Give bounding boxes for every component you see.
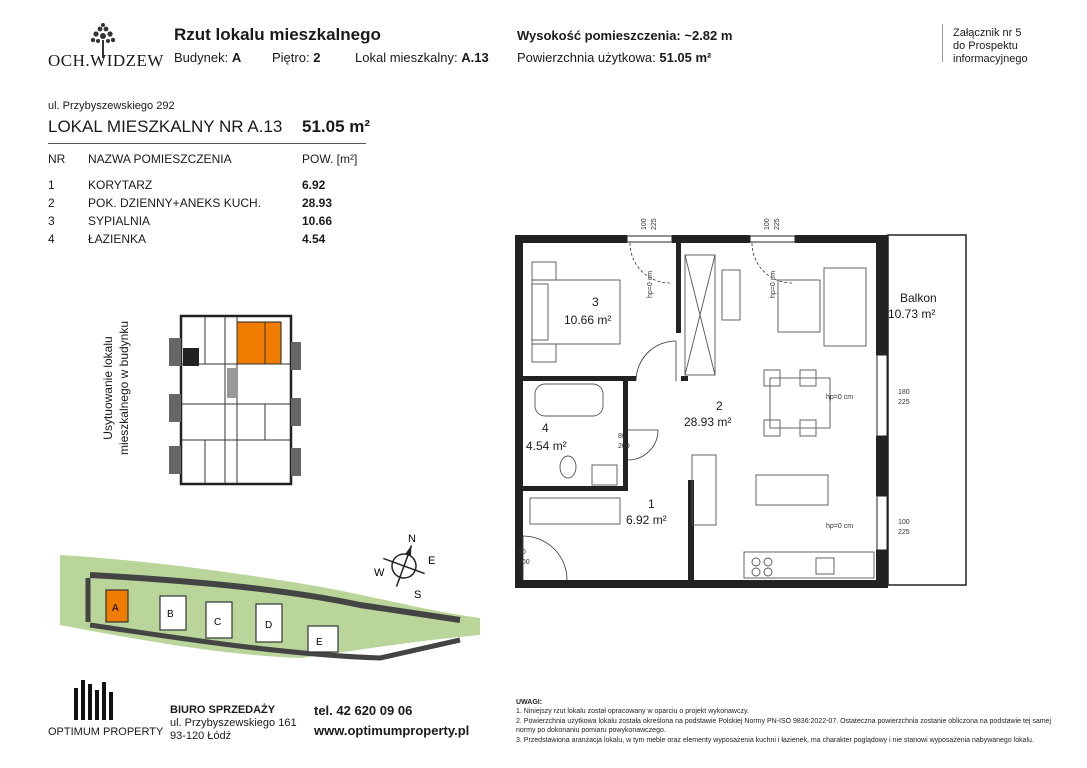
dim-win3-bot: 225 — [898, 529, 910, 536]
apartment-floor-plan — [480, 200, 980, 600]
location-caption-line-1: Usytuowanie lokalu — [101, 336, 115, 440]
dim-int-top: 80 — [618, 433, 626, 440]
dim-w1-top: 100 — [641, 218, 648, 230]
dim-entry-bot: 200 — [518, 559, 530, 566]
unit-heading-area: 51.05 m² — [302, 117, 371, 136]
hp-label-w1: hp=0 cm — [647, 270, 654, 298]
dim-w2-bot: 225 — [774, 218, 781, 230]
dim-int-bot: 200 — [618, 443, 630, 450]
dim-entry-top: 90 — [518, 549, 526, 556]
col-nr: NR — [48, 152, 66, 166]
floor-info — [272, 50, 320, 65]
row-nr: 1 — [48, 178, 55, 192]
balcony-area: 10.73 m² — [888, 307, 936, 321]
brand-name: OCH.WIDZEW — [48, 51, 164, 70]
dim-win3-top: 100 — [898, 519, 910, 526]
optimum-logo-icon — [66, 680, 126, 720]
hp-label-w2: hp=0 cm — [770, 270, 777, 298]
usable-area-value: 51.05 m² — [659, 50, 712, 65]
row-name: POK. DZIENNY+ANEKS KUCH. — [88, 196, 262, 210]
row-area: 4.54 — [302, 232, 326, 246]
annex-note — [953, 27, 1028, 66]
room-3-area: 10.66 m² — [564, 313, 612, 327]
unit-heading-name: LOKAL MIESZKALNY NR A.13 — [48, 117, 283, 136]
usable-area-info — [517, 50, 711, 65]
unit-label: Lokal mieszkalny: — [355, 50, 458, 65]
dim-w2-top: 100 — [764, 218, 771, 230]
compass-e: E — [428, 555, 436, 567]
phone-link[interactable]: tel. 42 620 09 06 — [314, 703, 413, 718]
sales-office — [170, 704, 297, 743]
row-nr: 4 — [48, 232, 55, 246]
dim-door-top: 180 — [898, 389, 910, 396]
dim-w1-bot: 225 — [651, 218, 658, 230]
note-item: 2. Powierzchnia użytkowa lokalu została określona na podstawie Polskiej Normy PN-ISO 9836:2022-07. Ostateczna powierzchnia zostanie obliczona na podstawie tej samej — [516, 717, 1052, 725]
compass-w: W — [374, 567, 385, 579]
notes-title: UWAGI: — [516, 699, 543, 706]
usable-area-label: Powierzchnia użytkowa: — [517, 50, 656, 65]
annex-divider — [942, 24, 943, 62]
note-item: 1. Niniejszy rzut lokalu został opracowany w oparciu o projekt wykonawczy. — [516, 708, 749, 716]
unit-info — [355, 50, 489, 65]
row-name: ŁAZIENKA — [88, 232, 147, 246]
site-building-c: C — [214, 617, 222, 628]
sales-office-title: BIURO SPRZEDAŻY — [170, 704, 276, 716]
dim-door-bot: 225 — [898, 399, 910, 406]
sales-office-city: 93-120 Łódź — [170, 730, 232, 742]
site-building-e: E — [316, 637, 323, 648]
note-item: normy po dokonaniu pomiaru powykonawczego. — [516, 727, 666, 735]
table-header-divider — [48, 143, 366, 144]
building-value: A — [231, 50, 242, 65]
page-title: Rzut lokalu mieszkalnego — [174, 25, 381, 44]
col-area: POW. [m²] — [302, 152, 358, 166]
room-3-nr: 3 — [592, 295, 599, 309]
note-item: 3. Przedstawiona aranżacja lokalu, w tym meble oraz elementy wyposażenia kuchni i łazienek, ma charakter poglądowy i nie stanowi wyposażenia nabywanego lokalu. — [516, 736, 1034, 744]
unit-heading — [48, 117, 282, 137]
row-area: 10.66 — [302, 214, 333, 228]
annex-line-1: Załącznik nr 5 — [953, 27, 1022, 39]
floor-value: 2 — [313, 50, 321, 65]
room-height: Wysokość pomieszczenia: ~2.82 m — [517, 28, 733, 43]
room-4-area: 4.54 m² — [526, 439, 567, 453]
notes — [516, 698, 1056, 745]
location-caption-line-2: mieszkalnego w budynku — [117, 320, 131, 456]
room-2-nr: 2 — [716, 399, 723, 413]
company-name: OPTIMUM PROPERTY — [48, 726, 164, 738]
website-link[interactable]: www.optimumproperty.pl — [314, 723, 470, 738]
room-1-area: 6.92 m² — [626, 513, 667, 527]
col-name: NAZWA POMIESZCZENIA — [88, 152, 232, 166]
site-building-b: B — [167, 609, 174, 620]
row-name: KORYTARZ — [88, 178, 153, 192]
row-nr: 2 — [48, 196, 55, 210]
site-building-d: D — [265, 620, 273, 631]
row-area: 6.92 — [302, 178, 326, 192]
row-area: 28.93 — [302, 196, 333, 210]
building-info — [174, 50, 241, 65]
floor-label: Piętro: — [272, 50, 310, 65]
building-floor-plan — [165, 308, 305, 493]
site-building-a: A — [112, 603, 119, 614]
row-name: SYPIALNIA — [88, 214, 151, 228]
location-caption — [100, 288, 140, 488]
balcony-name: Balkon — [900, 291, 937, 305]
hp-label-window: hp=0 cm — [826, 523, 854, 530]
compass-n: N — [408, 533, 416, 545]
compass-s: S — [414, 589, 422, 601]
unit-value: A.13 — [461, 50, 489, 65]
room-1-nr: 1 — [648, 497, 655, 511]
annex-line-3: informacyjnego — [953, 53, 1028, 65]
row-nr: 3 — [48, 214, 55, 228]
room-4-nr: 4 — [542, 421, 549, 435]
address: ul. Przybyszewskiego 292 — [48, 100, 175, 112]
annex-line-2: do Prospektu — [953, 40, 1018, 52]
site-plan — [60, 550, 480, 680]
sales-office-street: ul. Przybyszewskiego 161 — [170, 717, 297, 729]
building-label: Budynek: — [174, 50, 229, 65]
room-2-area: 28.93 m² — [684, 415, 732, 429]
hp-label-door: hp=0 cm — [826, 394, 854, 401]
